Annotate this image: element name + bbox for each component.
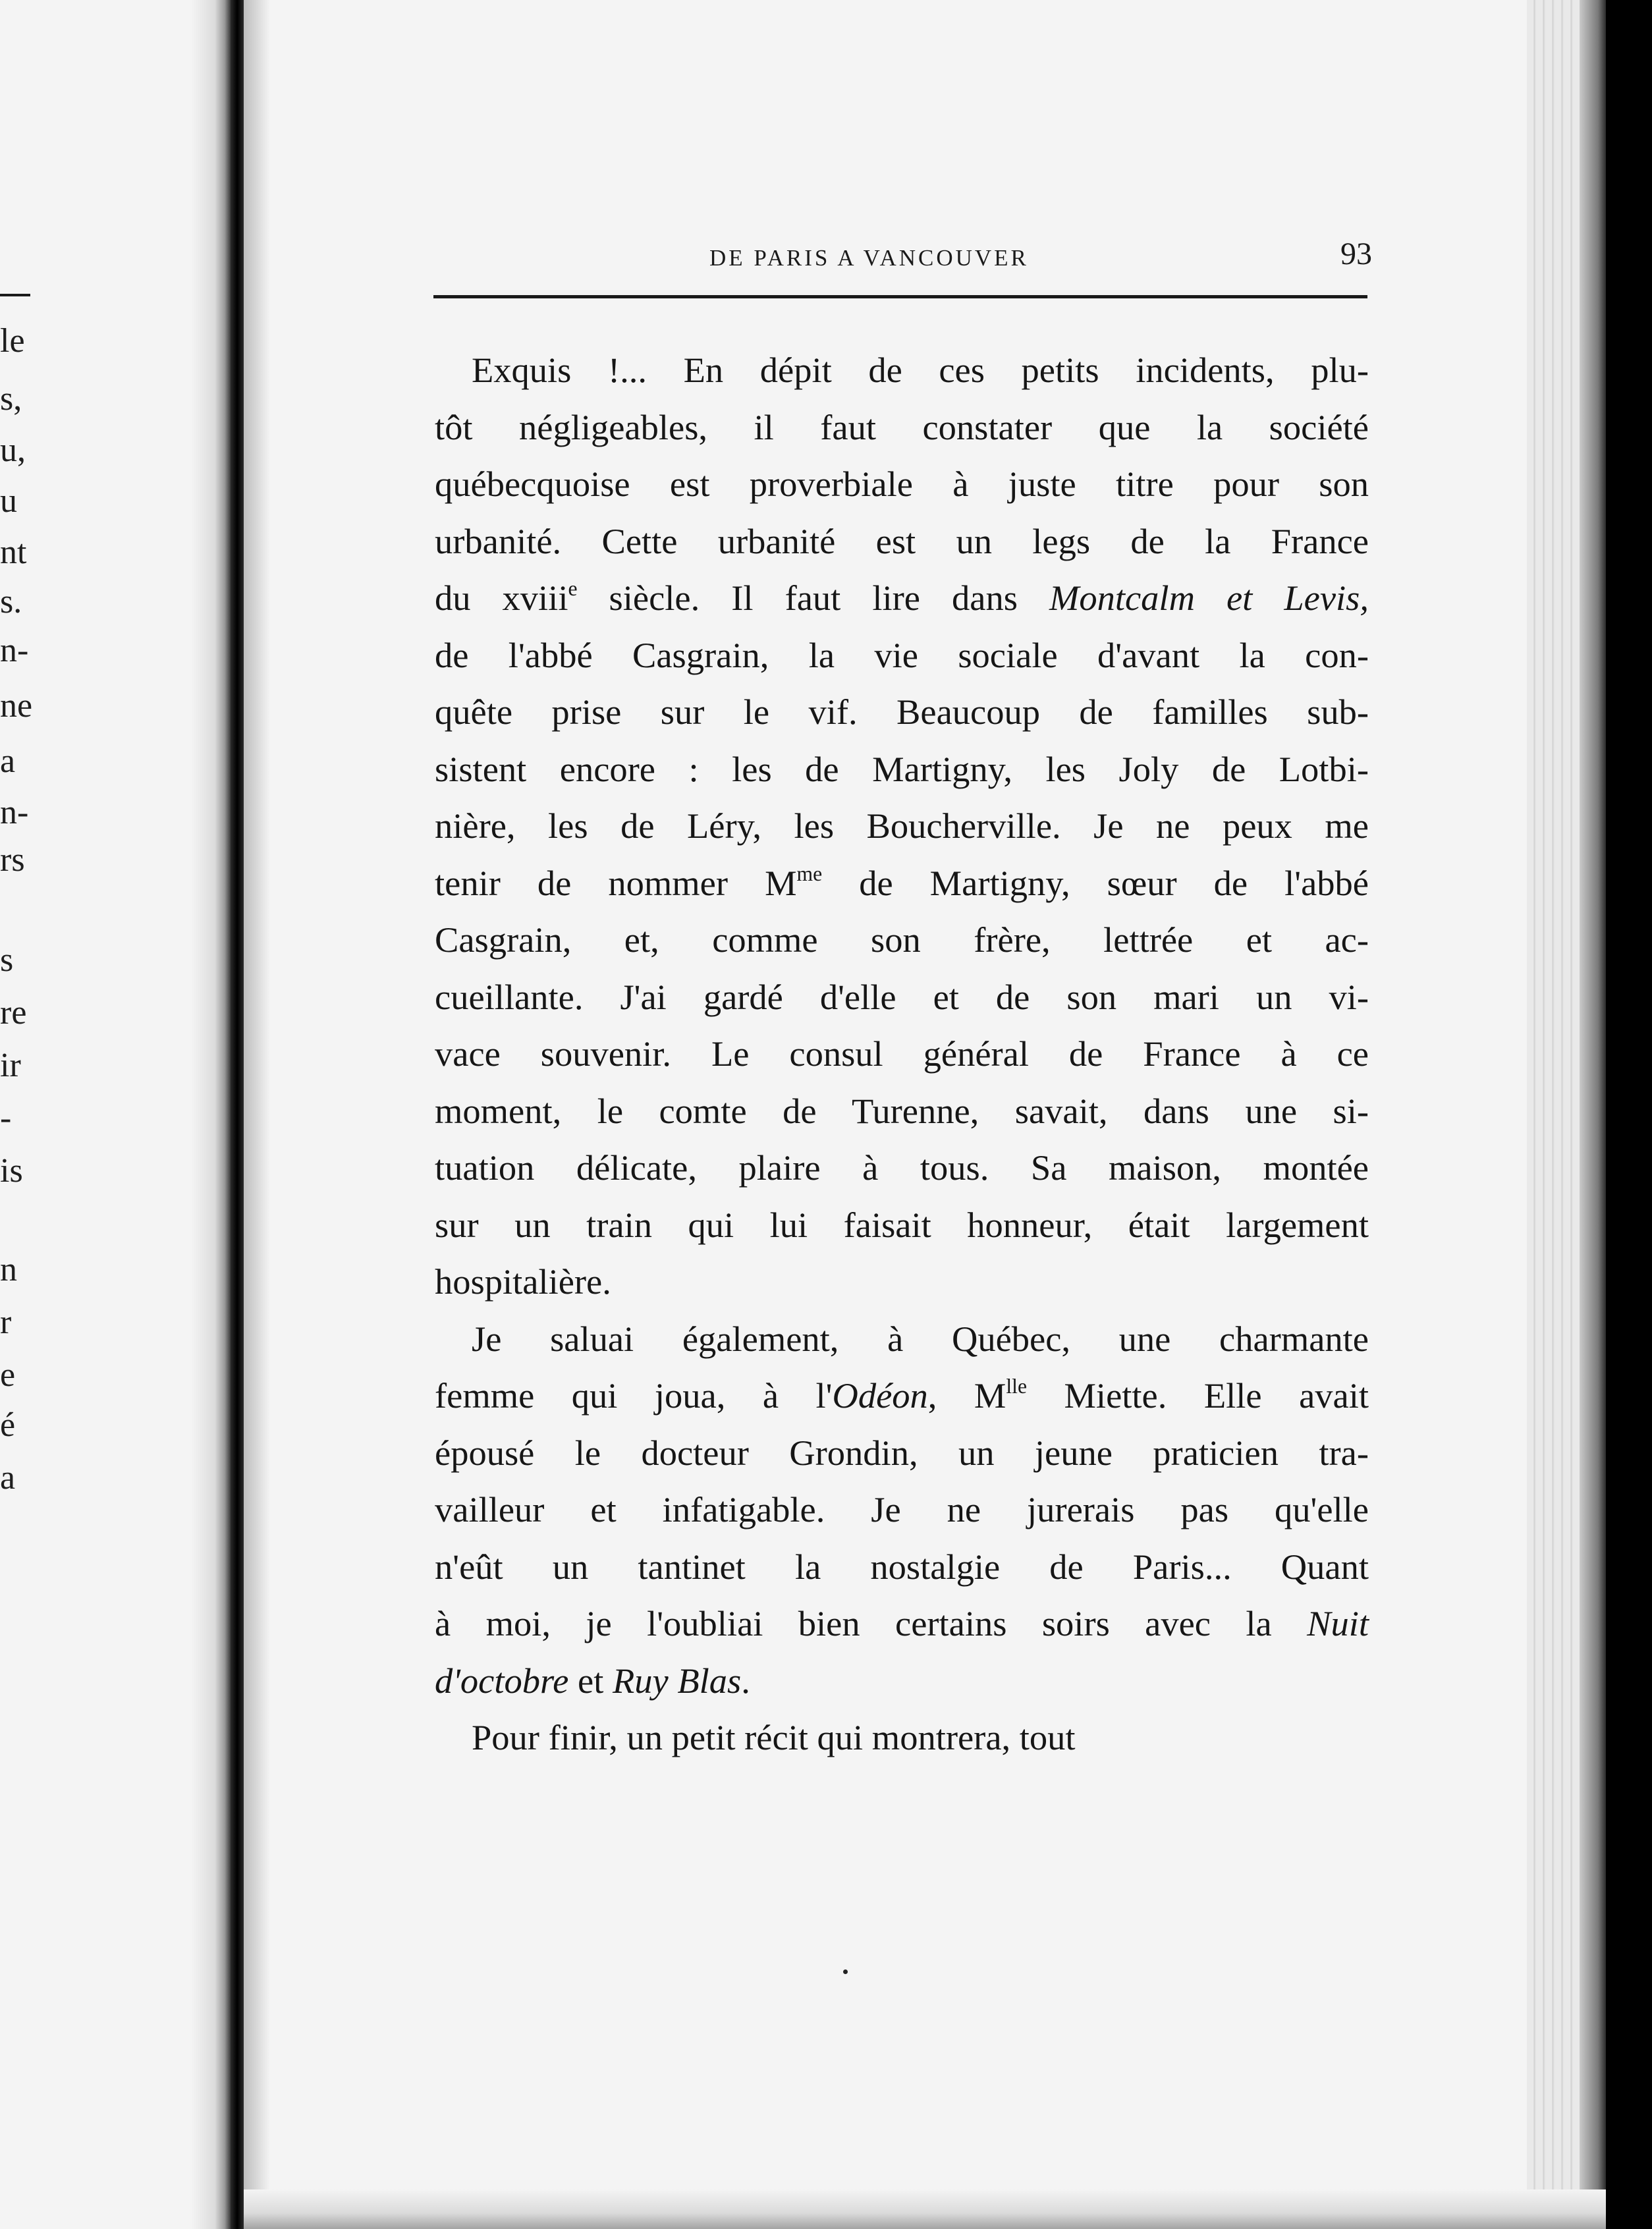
text-line xyxy=(435,683,1369,741)
left-page-fragment: rs xyxy=(0,841,25,879)
left-page-fragment: - xyxy=(0,1099,12,1137)
italic-text: Ruy Blas xyxy=(612,1660,742,1701)
italic-text: Montcalm et Levis, xyxy=(1049,578,1369,618)
text-line xyxy=(435,1253,1369,1311)
text-run: de l'abbé Casgrain, la vie sociale d'avant la con- xyxy=(435,634,1369,675)
header-rule xyxy=(433,295,1367,298)
right-page xyxy=(244,0,1606,2229)
text-run: vailleur et infatigable. Je ne jurerais pas qu'elle xyxy=(435,1489,1369,1529)
left-page-header-rule xyxy=(0,294,30,296)
superscript: e xyxy=(568,576,578,600)
text-run: et xyxy=(568,1660,613,1701)
text-run: Miette. Elle avait xyxy=(1026,1375,1369,1416)
left-page-fragment: n xyxy=(0,1251,17,1288)
italic-text: d'octobre xyxy=(435,1660,569,1701)
book-gutter xyxy=(231,0,244,2229)
text-line xyxy=(435,1367,1369,1425)
text-run: québecquoise est proverbiale à juste titre pour son xyxy=(435,464,1369,504)
text-run: Exquis !... En dépit de ces petits incidents, plu- xyxy=(472,350,1369,390)
text-line xyxy=(435,740,1369,798)
text-run: tuation délicate, plaire à tous. Sa maison, montée xyxy=(435,1147,1369,1188)
text-run: Je saluai également, à Québec, une charmante xyxy=(472,1318,1369,1359)
bottom-page-edges xyxy=(244,2189,1606,2229)
left-page-fragment: u, xyxy=(0,431,26,469)
left-page-fragment: a xyxy=(0,742,16,780)
text-line xyxy=(435,1481,1369,1539)
superscript: lle xyxy=(1006,1374,1027,1398)
text-run: à moi, je l'oubliai bien certains soirs avec la xyxy=(435,1603,1308,1643)
left-page-fragment: u xyxy=(0,482,17,520)
text-run: siècle. Il faut lire dans xyxy=(577,578,1049,618)
text-run: Casgrain, et, comme son frère, lettrée et ac- xyxy=(435,920,1369,960)
paper-speck xyxy=(843,1969,848,1974)
text-run: de Martigny, sœur de l'abbé xyxy=(822,862,1369,903)
text-line xyxy=(435,1652,1369,1710)
text-line xyxy=(435,1538,1369,1596)
left-page-fragment: é xyxy=(0,1406,16,1444)
running-header-title: DE PARIS A VANCOUVER xyxy=(709,245,1029,271)
text-run: tôt négligeables, il faut constater que la société xyxy=(435,406,1369,447)
left-page-fragment: s. xyxy=(0,583,22,620)
text-run: quête prise sur le vif. Beaucoup de familles sub- xyxy=(435,692,1369,732)
text-line xyxy=(435,626,1369,684)
left-page-fragment: le xyxy=(0,322,25,360)
text-run: moment, le comte de Turenne, savait, dans une si- xyxy=(435,1090,1369,1131)
left-page-fragment: s xyxy=(0,941,14,979)
left-facing-page xyxy=(0,0,231,2229)
text-line xyxy=(435,797,1369,855)
left-page-fragment: e xyxy=(0,1356,16,1394)
text-line xyxy=(435,569,1369,627)
text-line xyxy=(435,399,1369,456)
text-line xyxy=(435,911,1369,969)
left-page-fragment: re xyxy=(0,994,27,1032)
text-line xyxy=(435,1082,1369,1140)
text-line xyxy=(435,1139,1369,1197)
left-page-fragment: s, xyxy=(0,380,22,418)
text-run: . xyxy=(741,1660,750,1701)
text-run: Pour finir, un petit récit qui montrera, tout xyxy=(472,1717,1076,1757)
text-line xyxy=(435,1196,1369,1254)
left-page-fragment: nt xyxy=(0,534,27,571)
text-line xyxy=(435,512,1369,570)
text-line xyxy=(435,1424,1369,1482)
text-line xyxy=(435,1025,1369,1083)
page-edge-shadow xyxy=(1580,0,1606,2229)
text-run: sistent encore : les de Martigny, les Joly de Lotbi- xyxy=(435,748,1369,789)
text-run: hospitalière. xyxy=(435,1261,611,1302)
text-run: cueillante. J'ai gardé d'elle et de son mari un vi- xyxy=(435,976,1369,1017)
text-run: , M xyxy=(927,1375,1006,1416)
left-page-fragment: r xyxy=(0,1304,12,1341)
left-page-fragment: ne xyxy=(0,687,33,725)
text-run: vace souvenir. Le consul général de France à ce xyxy=(435,1033,1369,1074)
text-line xyxy=(435,968,1369,1026)
left-page-fragment: is xyxy=(0,1152,23,1190)
text-run: tenir de nommer M xyxy=(435,862,797,903)
left-page-fragment: a xyxy=(0,1459,16,1497)
text-line xyxy=(435,854,1369,912)
text-line xyxy=(472,1709,1369,1767)
italic-text: Odéon xyxy=(832,1375,928,1416)
left-page-fragment: n- xyxy=(0,794,29,831)
left-page-fragment: n- xyxy=(0,632,29,669)
superscript: me xyxy=(796,862,823,885)
text-line xyxy=(435,1595,1369,1653)
left-page-fragment: ir xyxy=(0,1047,21,1084)
text-run: du xviii xyxy=(435,578,568,618)
text-run: épousé le docteur Grondin, un jeune praticien tra- xyxy=(435,1432,1369,1473)
text-run: femme qui joua, à l' xyxy=(435,1375,833,1416)
right-page-binding-shadow xyxy=(244,0,270,2229)
italic-text: Nuit xyxy=(1307,1603,1369,1643)
text-line xyxy=(435,455,1369,513)
text-run: urbanité. Cette urbanité est un legs de la France xyxy=(435,520,1369,561)
page-number: 93 xyxy=(1340,236,1372,271)
text-line xyxy=(472,1310,1369,1368)
text-line xyxy=(472,341,1369,399)
left-page-binding-shadow xyxy=(191,0,231,2229)
text-run: nière, les de Léry, les Boucherville. Je ne peux me xyxy=(435,806,1369,846)
text-run: n'eût un tantinet la nostalgie de Paris... Quant xyxy=(435,1546,1369,1587)
text-run: sur un train qui lui faisait honneur, était largement xyxy=(435,1204,1369,1245)
